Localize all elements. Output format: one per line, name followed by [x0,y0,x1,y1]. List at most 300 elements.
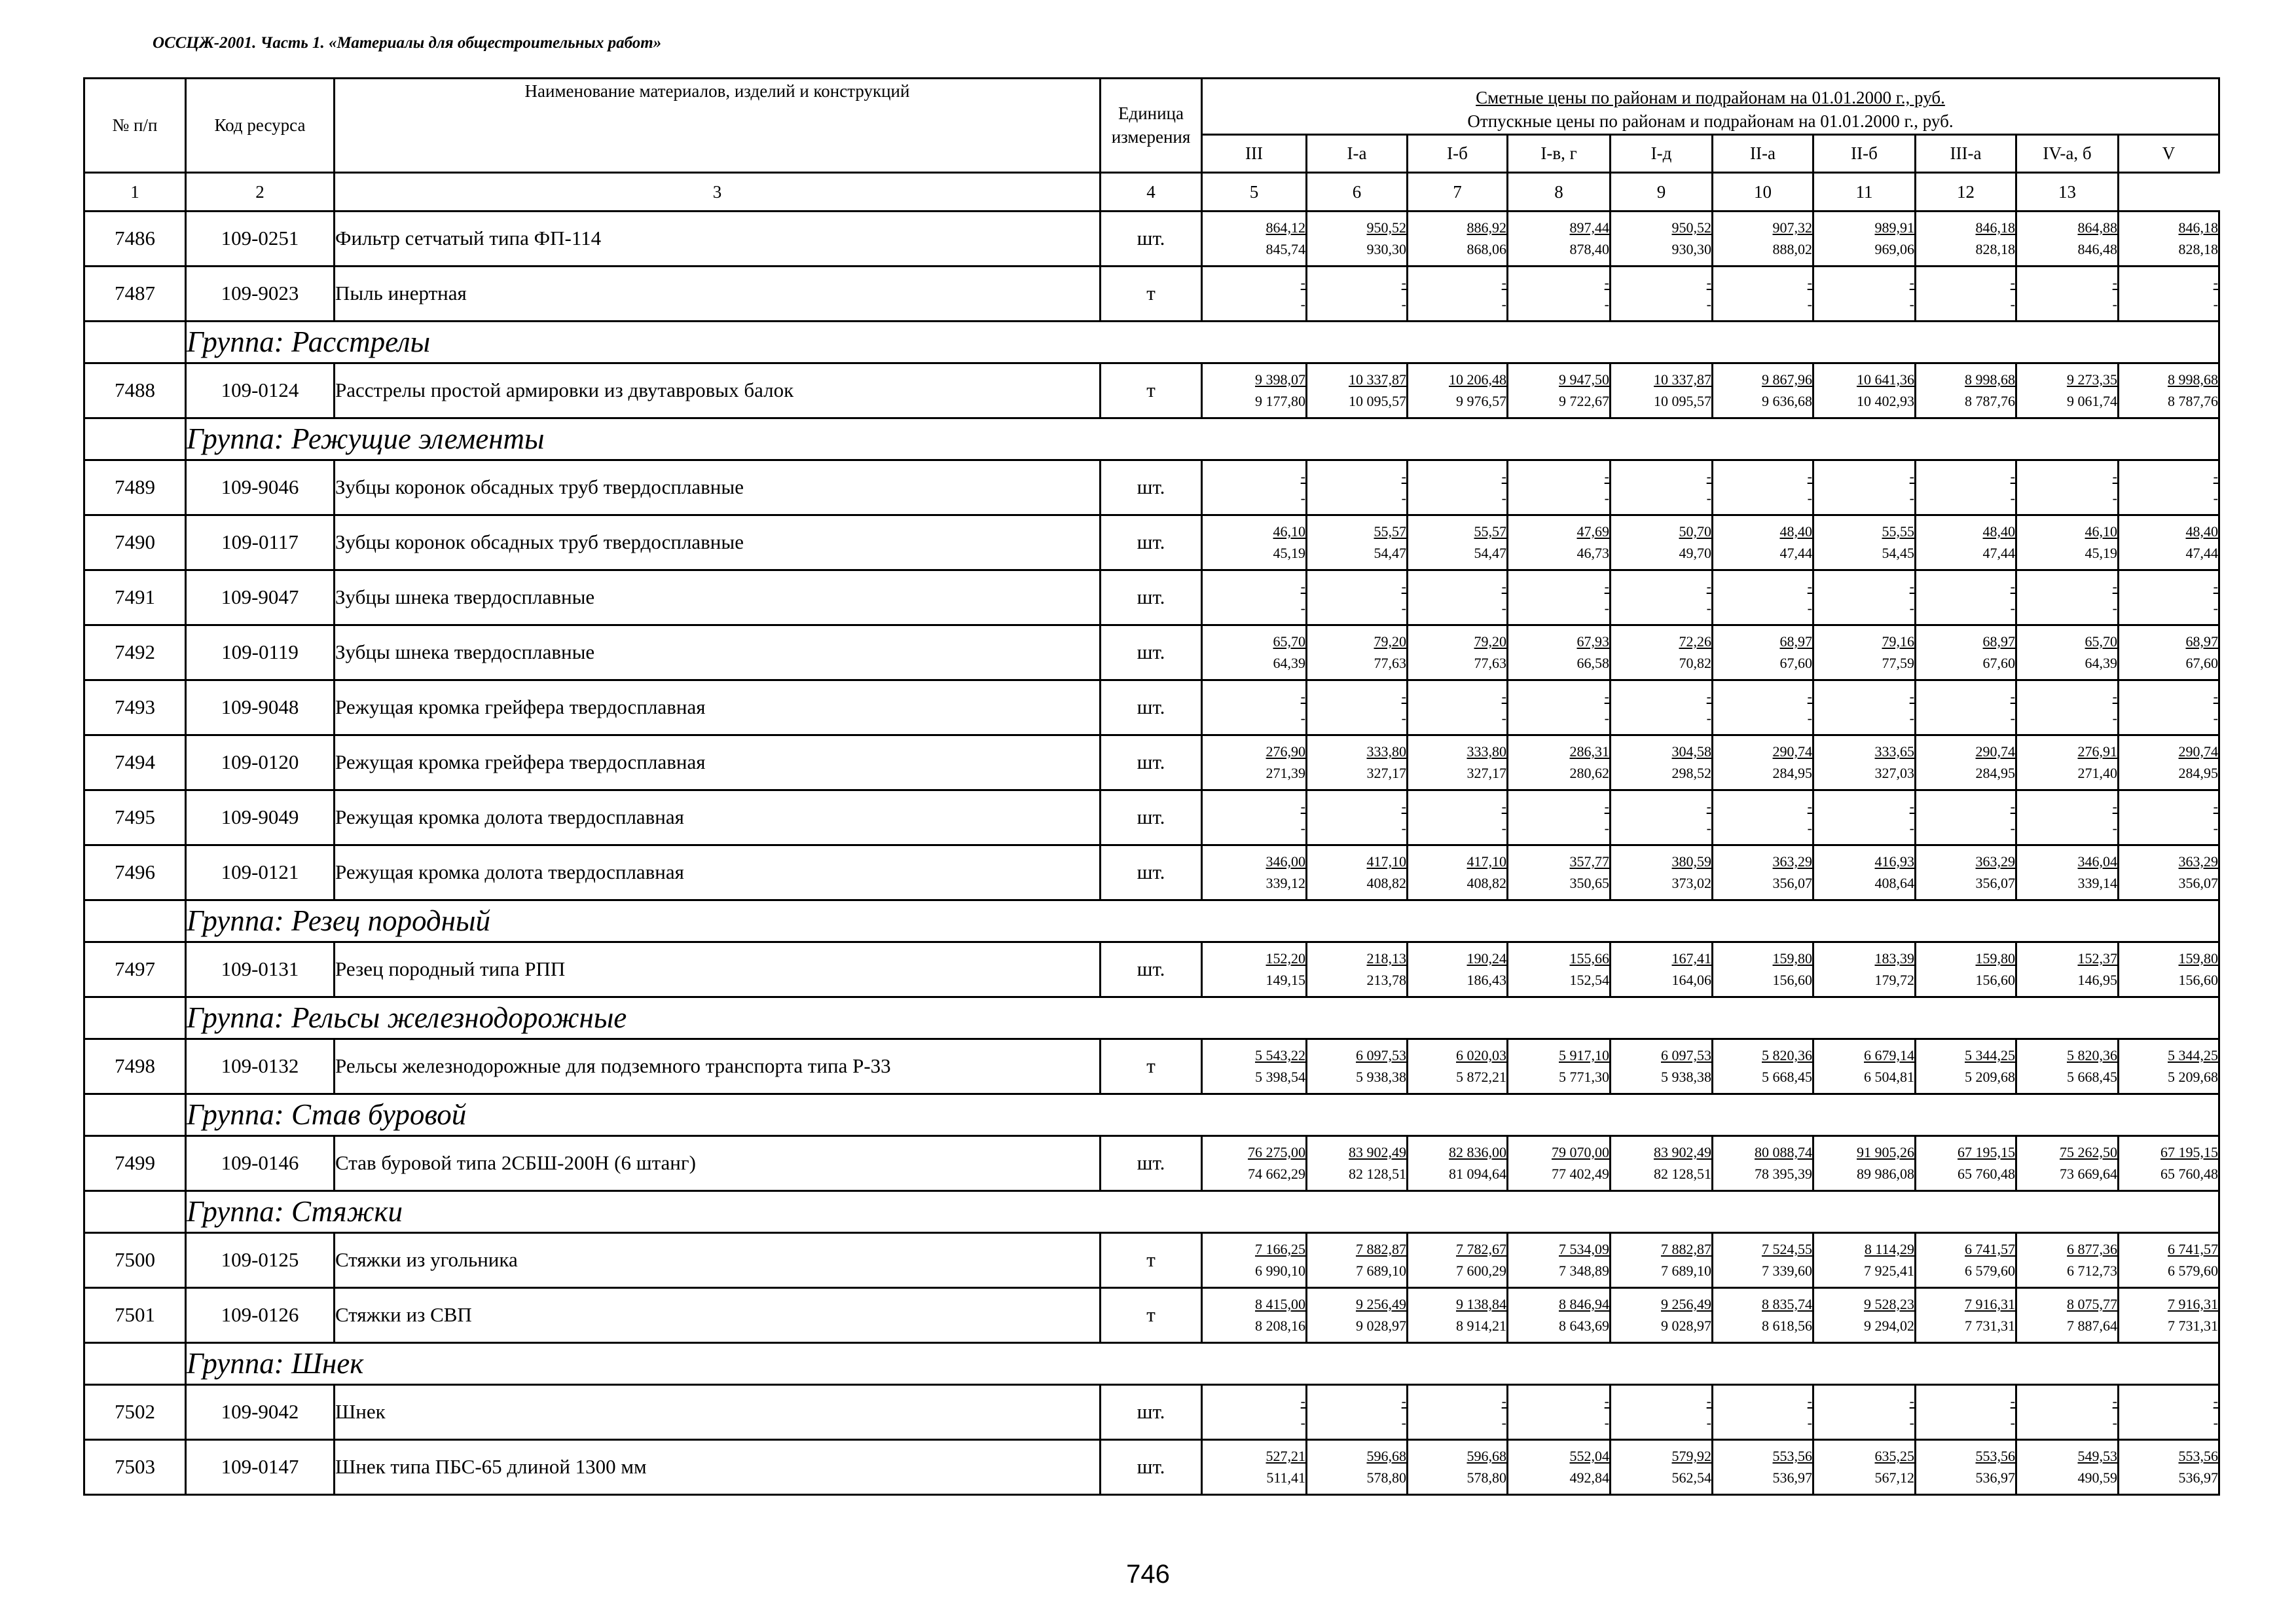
price-cell [1307,515,1408,570]
release-price: 8 787,76 [1965,393,2015,410]
price-cell [1813,460,1916,515]
release-price: - [2112,710,2117,727]
column-number: 5 [1202,172,1307,211]
price-cell [1508,680,1611,735]
release-price: 82 128,51 [1654,1166,1711,1183]
price-cell [1916,845,2016,900]
release-price: - [1909,296,1914,313]
table-row [84,680,2219,735]
release-price: - [2010,600,2015,617]
release-price: 356,07 [1772,875,1812,892]
release-price: - [1807,490,1812,507]
price-cell [1713,1384,1813,1439]
release-price: - [1501,820,1506,837]
estimate-price: - [1706,688,1711,705]
resource-code: 109-0119 [186,625,335,680]
row-number: 7493 [84,680,186,735]
price-cell [1611,363,1713,418]
region-header: I-б [1408,134,1508,172]
header-prices-line1: Сметные цены по районам и подрайонам на 01.01.2000 г., руб. [1476,88,1945,107]
release-price: - [1807,820,1812,837]
price-cell [1611,1287,1713,1342]
release-price: 156,60 [1772,972,1812,989]
price-cell [2016,1232,2119,1287]
price-cell [1713,1232,1813,1287]
estimate-price: 10 641,36 [1857,371,1914,388]
column-number: 4 [1101,172,1202,211]
price-cell [2016,211,2119,266]
table-row [84,211,2219,266]
estimate-price: 83 902,49 [1349,1143,1406,1160]
release-price: - [2112,600,2117,617]
estimate-price: 79,16 [1882,633,1914,650]
release-price: 73 669,64 [2060,1166,2117,1183]
price-cell [1713,680,1813,735]
release-price: 49,70 [1679,545,1711,562]
estimate-price: 7 782,67 [1456,1240,1506,1257]
price-cell [1916,942,2016,997]
estimate-price: 5 917,10 [1559,1046,1609,1063]
estimate-price: 9 273,35 [2067,371,2117,388]
estimate-price: 417,10 [1366,853,1406,870]
estimate-price: 416,93 [1874,853,1914,870]
group-spacer [84,1094,186,1135]
release-price: 47,44 [2185,545,2218,562]
estimate-price: - [2213,468,2218,485]
price-cell [1202,211,1307,266]
resource-code: 109-9047 [186,570,335,625]
price-cell [2016,1039,2119,1094]
price-cell [1408,845,1508,900]
price-cell [1713,570,1813,625]
estimate-price: 363,29 [2178,853,2218,870]
estimate-price: - [1401,468,1406,485]
price-cell [2119,680,2219,735]
release-price: - [1501,600,1506,617]
estimate-price: - [2010,274,2015,291]
row-number: 7491 [84,570,186,625]
price-cell [1508,1287,1611,1342]
price-cell [2119,942,2219,997]
price-cell [1813,1135,1916,1190]
price-cell [1307,680,1408,735]
material-name: Став буровой типа 2СБШ-200Н (6 штанг) [335,1135,1101,1190]
release-price: 846,48 [2077,241,2117,258]
resource-code: 109-9046 [186,460,335,515]
estimate-price: - [2112,468,2117,485]
row-number: 7499 [84,1135,186,1190]
release-price: 8 208,16 [1255,1318,1305,1335]
estimate-price: 218,13 [1366,950,1406,967]
release-price: - [1401,710,1406,727]
group-spacer [84,418,186,460]
release-price: 6 712,73 [2067,1263,2117,1280]
estimate-price: - [2112,578,2117,595]
release-price: - [1401,600,1406,617]
price-cell [1611,735,1713,790]
release-price: - [2213,710,2218,727]
estimate-price: - [1300,578,1305,595]
table-row [84,1039,2219,1094]
resource-code: 109-0147 [186,1439,335,1494]
release-price: 164,06 [1671,972,1711,989]
table-row [84,1287,2219,1342]
estimate-price: 9 256,49 [1661,1295,1711,1312]
price-cell [1713,1287,1813,1342]
release-price: 77,63 [1374,655,1406,672]
price-cell [1508,570,1611,625]
price-cell [1916,1384,2016,1439]
release-price: 67,60 [1779,655,1812,672]
price-cell [1408,363,1508,418]
estimate-price: 549,53 [2077,1447,2117,1464]
release-price: - [1909,1414,1914,1431]
resource-code: 109-0121 [186,845,335,900]
price-cell [2016,363,2119,418]
price-cell [1813,942,1916,997]
price-cell [2016,845,2119,900]
price-cell [2119,735,2219,790]
release-price: - [1807,710,1812,727]
release-price: - [1909,600,1914,617]
release-price: - [1401,296,1406,313]
estimate-price: 357,77 [1569,853,1609,870]
estimate-price: 67 195,15 [2160,1143,2218,1160]
resource-code: 109-0117 [186,515,335,570]
price-cell [2016,1135,2119,1190]
estimate-price: 276,90 [1266,743,1305,760]
release-price: 562,54 [1671,1469,1711,1486]
estimate-price: - [2010,688,2015,705]
price-cell [1408,735,1508,790]
price-cell [1611,1039,1713,1094]
material-name: Режущая кромка долота твердосплавная [335,790,1101,845]
release-price: 888,02 [1772,241,1812,258]
release-price: 8 787,76 [2168,393,2218,410]
group-row [84,1094,2219,1135]
release-price: 339,14 [2077,875,2117,892]
price-cell [1307,211,1408,266]
estimate-price: 380,59 [1671,853,1711,870]
price-cell [1508,1384,1611,1439]
group-row [84,418,2219,460]
estimate-price: 286,31 [1569,743,1609,760]
material-name: Зубцы шнека твердосплавные [335,570,1101,625]
estimate-price: - [1401,274,1406,291]
unit: шт. [1101,515,1202,570]
estimate-price: 9 398,07 [1255,371,1305,388]
unit: шт. [1101,570,1202,625]
price-cell [1611,570,1713,625]
region-header: II-б [1813,134,1916,172]
group-row [84,1190,2219,1232]
price-cell [1307,1439,1408,1494]
price-cell [1202,1287,1307,1342]
price-cell [1307,625,1408,680]
release-price: - [1501,296,1506,313]
group-row [84,997,2219,1039]
release-price: 845,74 [1266,241,1305,258]
release-price: 327,17 [1467,765,1506,782]
estimate-price: - [1501,1392,1506,1409]
estimate-price: 8 075,77 [2067,1295,2117,1312]
row-number: 7492 [84,625,186,680]
unit: т [1101,1232,1202,1287]
resource-code: 109-0146 [186,1135,335,1190]
estimate-price: - [1300,688,1305,705]
price-cell [2119,1439,2219,1494]
price-cell [1916,266,2016,321]
estimate-price: 50,70 [1679,523,1711,540]
release-price: 578,80 [1366,1469,1406,1486]
estimate-price: 950,52 [1366,219,1406,236]
release-price: 5 209,68 [2168,1069,2218,1086]
price-cell [1307,790,1408,845]
release-price: 868,06 [1467,241,1506,258]
price-cell [1307,735,1408,790]
price-cell [2016,790,2119,845]
release-price: 327,03 [1874,765,1914,782]
estimate-price: 7 534,09 [1559,1240,1609,1257]
material-name: Зубцы шнека твердосплавные [335,625,1101,680]
price-cell [1713,460,1813,515]
estimate-price: 152,20 [1266,950,1305,967]
price-cell [1916,680,2016,735]
release-price: 930,30 [1366,241,1406,258]
price-cell [1202,460,1307,515]
estimate-price: - [1401,1392,1406,1409]
estimate-price: 80 088,74 [1755,1143,1812,1160]
release-price: - [2213,490,2218,507]
release-price: 77 402,49 [1552,1166,1609,1183]
estimate-price: 68,97 [1779,633,1812,650]
price-cell [1713,1439,1813,1494]
price-cell [2119,1135,2219,1190]
estimate-price: 304,58 [1671,743,1711,760]
estimate-price: 989,91 [1874,219,1914,236]
release-price: - [1706,296,1711,313]
release-price: 213,78 [1366,972,1406,989]
price-cell [1813,1439,1916,1494]
group-spacer [84,1190,186,1232]
release-price: - [2010,296,2015,313]
release-price: 7 887,64 [2067,1318,2117,1335]
estimate-price: - [1706,468,1711,485]
release-price: 536,97 [1975,1469,2015,1486]
column-number: 11 [1813,172,1916,211]
estimate-price: - [2213,798,2218,815]
estimate-price: 47,69 [1576,523,1609,540]
release-price: 74 662,29 [1248,1166,1305,1183]
material-name: Стяжки из СВП [335,1287,1101,1342]
price-cell [1813,570,1916,625]
price-cell [1813,1384,1916,1439]
estimate-price: 9 138,84 [1456,1295,1506,1312]
estimate-price: 82 836,00 [1449,1143,1506,1160]
release-price: 9 177,80 [1255,393,1305,410]
table-row [84,1232,2219,1287]
release-price: 9 028,97 [1356,1318,1406,1335]
estimate-price: 159,80 [1975,950,2015,967]
estimate-price: 67 195,15 [1958,1143,2015,1160]
price-cell [1202,790,1307,845]
price-cell [1408,680,1508,735]
estimate-price: 553,56 [2178,1447,2218,1464]
row-number: 7486 [84,211,186,266]
material-name: Стяжки из угольника [335,1232,1101,1287]
release-price: 7 689,10 [1661,1263,1711,1280]
price-cell [1611,211,1713,266]
estimate-price: - [2112,798,2117,815]
release-price: 5 938,38 [1661,1069,1711,1086]
release-price: 408,64 [1874,875,1914,892]
price-cell [1713,363,1813,418]
estimate-price: 72,26 [1679,633,1711,650]
release-price: 490,59 [2077,1469,2117,1486]
price-cell [2016,942,2119,997]
estimate-price: - [1706,798,1711,815]
release-price: 6 504,81 [1864,1069,1914,1086]
release-price: - [1501,710,1506,727]
price-cell [1611,625,1713,680]
price-cell [1408,1039,1508,1094]
price-cell [1611,1439,1713,1494]
table-row [84,363,2219,418]
price-cell [1408,1232,1508,1287]
price-cell [1713,790,1813,845]
price-cell [2119,363,2219,418]
price-cell [1611,942,1713,997]
estimate-price: 8 114,29 [1864,1240,1914,1257]
estimate-price: 7 166,25 [1255,1240,1305,1257]
row-number: 7495 [84,790,186,845]
estimate-price: 152,37 [2077,950,2117,967]
row-number: 7503 [84,1439,186,1494]
price-cell [1202,1232,1307,1287]
release-price: - [2213,1414,2218,1431]
release-price: 77,63 [1474,655,1506,672]
estimate-price: - [2112,688,2117,705]
column-number: 6 [1307,172,1408,211]
price-cell [1713,1039,1813,1094]
estimate-price: 363,29 [1772,853,1812,870]
price-cell [2119,460,2219,515]
price-cell [1508,1439,1611,1494]
release-price: - [2010,710,2015,727]
estimate-price: 6 097,53 [1356,1046,1406,1063]
price-cell [1202,942,1307,997]
estimate-price: 333,80 [1467,743,1506,760]
price-cell [2016,460,2119,515]
release-price: 89 986,08 [1857,1166,1914,1183]
estimate-price: - [1501,578,1506,595]
release-price: 284,95 [1975,765,2015,782]
estimate-price: 75 262,50 [2060,1143,2117,1160]
release-price: 9 636,68 [1762,393,1812,410]
price-cell [1916,570,2016,625]
release-price: 45,19 [1273,545,1305,562]
release-price: - [1807,296,1812,313]
estimate-price: 9 528,23 [1864,1295,1914,1312]
price-cell [1916,1287,2016,1342]
estimate-price: - [2010,468,2015,485]
price-cell [1813,266,1916,321]
estimate-price: - [1807,1392,1812,1409]
price-cell [1813,515,1916,570]
price-cell [1408,515,1508,570]
estimate-price: 417,10 [1467,853,1506,870]
estimate-price: - [1909,468,1914,485]
estimate-price: 552,04 [1569,1447,1609,1464]
price-cell [1408,460,1508,515]
release-price: 408,82 [1366,875,1406,892]
estimate-price: - [1807,468,1812,485]
estimate-price: 79,20 [1474,633,1506,650]
table-row [84,570,2219,625]
release-price: 66,58 [1576,655,1609,672]
estimate-price: 290,74 [1772,743,1812,760]
row-number: 7500 [84,1232,186,1287]
release-price: 149,15 [1266,972,1305,989]
release-price: - [1706,1414,1711,1431]
release-price: - [1706,600,1711,617]
price-cell [1611,266,1713,321]
estimate-price: - [1909,578,1914,595]
release-price: 152,54 [1569,972,1609,989]
release-price: 878,40 [1569,241,1609,258]
release-price: 5 938,38 [1356,1069,1406,1086]
price-cell [1611,460,1713,515]
estimate-price: 9 947,50 [1559,371,1609,388]
price-cell [2119,515,2219,570]
release-price: - [1300,710,1305,727]
release-price: 284,95 [2178,765,2218,782]
price-cell [1611,1232,1713,1287]
unit: т [1101,1287,1202,1342]
estimate-price: - [1604,1392,1609,1409]
table-row [84,625,2219,680]
material-name: Шнек [335,1384,1101,1439]
resource-code: 109-0251 [186,211,335,266]
release-price: 46,73 [1576,545,1609,562]
header-code: Код ресурса [186,79,335,173]
document-header: ОССЦЖ-2001. Часть 1. «Материалы для общестроительных работ» [153,34,662,52]
release-price: 47,44 [1982,545,2015,562]
estimate-price: - [1604,688,1609,705]
table-row [84,1135,2219,1190]
resource-code: 109-9023 [186,266,335,321]
release-price: 5 209,68 [1965,1069,2015,1086]
price-cell [2016,625,2119,680]
unit: шт. [1101,942,1202,997]
price-cell [1713,942,1813,997]
price-cell [1813,211,1916,266]
price-cell [1202,266,1307,321]
estimate-price: 864,12 [1266,219,1305,236]
release-price: 54,45 [1882,545,1914,562]
price-cell [1307,1384,1408,1439]
material-name: Расстрелы простой армировки из двутавровых балок [335,363,1101,418]
price-cell [2119,1287,2219,1342]
column-number: 10 [1713,172,1813,211]
table-row [84,1384,2219,1439]
release-price: - [1401,490,1406,507]
release-price: 536,97 [2178,1469,2218,1486]
release-price: 7 348,89 [1559,1263,1609,1280]
price-cell [1813,625,1916,680]
price-cell [1408,570,1508,625]
estimate-price: 55,57 [1474,523,1506,540]
